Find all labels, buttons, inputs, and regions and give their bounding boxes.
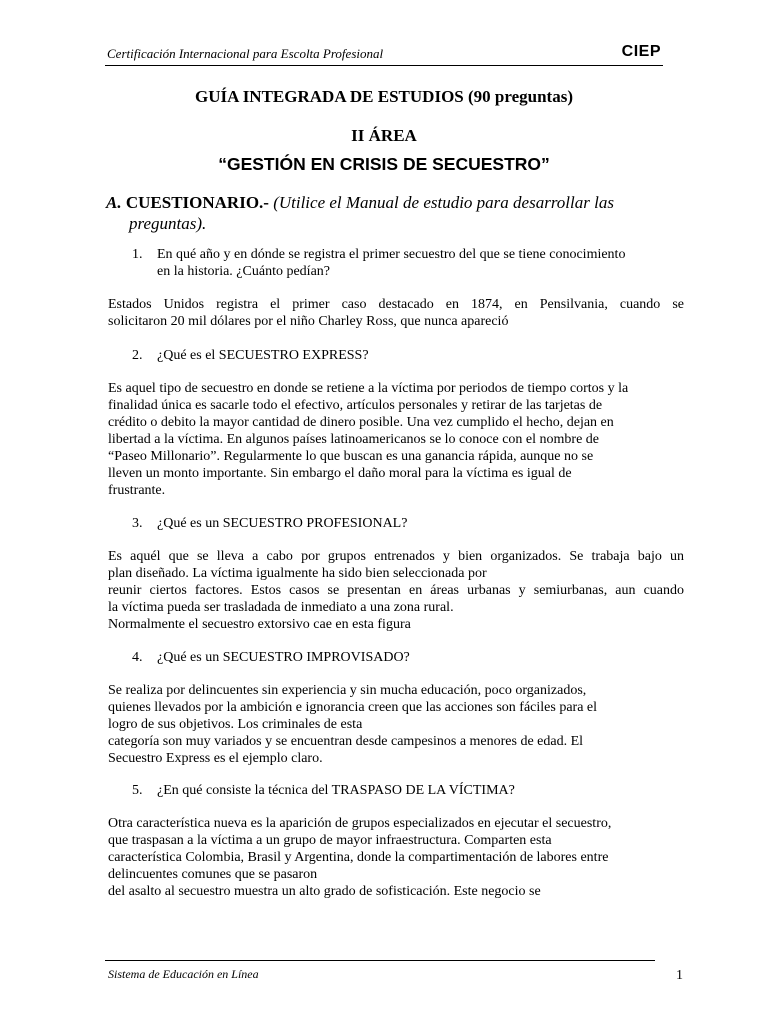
answer-line: logro de sus objetivos. Los criminales de esta: [108, 717, 363, 732]
area-title: II ÁREA: [351, 126, 417, 145]
question-text: ¿Qué es un SECUESTRO IMPROVISADO?: [157, 650, 410, 665]
answer-line: lleven un monto importante. Sin embargo el daño moral para la víctima es igual de: [108, 466, 572, 481]
answer-line: quienes llevados por la ambición e ignorancia creen que las acciones son fáciles para el: [108, 700, 598, 715]
answer-line: frustrante.: [108, 483, 166, 498]
answer-paragraph: [108, 296, 684, 330]
answer-line: Normalmente el secuestro extorsivo cae en esta figura: [108, 617, 411, 632]
answer-line: crédito o debito la mayor cantidad de dinero posible. Una vez cumplido el hecho, dejan en: [108, 415, 614, 430]
section-instruction-cont: preguntas).: [129, 214, 207, 233]
question-number: 5.: [132, 783, 143, 798]
page-number: 1: [676, 968, 683, 983]
question-line: en la historia. ¿Cuánto pedían?: [157, 264, 330, 279]
answer-line: del asalto al secuestro muestra un alto grado de sofisticación. Este negocio se: [108, 884, 541, 899]
question-text: [157, 246, 684, 280]
section-instruction: (Utilice el Manual de estudio para desarrollar las: [273, 193, 614, 212]
answer-line: reunir ciertos factores. Estos casos se presentan en áreas urbanas y semiurbanas, aun cuando: [108, 583, 684, 598]
answer-line: categoría son muy variados y se encuentran desde campesinos a menores de edad. El: [108, 734, 584, 749]
section-letter: A.: [106, 193, 122, 212]
question-line: En qué año y en dónde se registra el primer secuestro del que se tiene conocimiento: [157, 247, 626, 262]
answer-line: Otra característica nueva es la aparición de grupos especializados en ejecutar el secuestro,: [108, 816, 612, 831]
question-number: 2.: [132, 348, 143, 363]
answer-paragraph: [108, 380, 684, 499]
question-number: 1.: [132, 247, 143, 262]
answer-paragraph: [108, 548, 684, 633]
section-name: CUESTIONARIO.-: [125, 193, 269, 212]
header-title: Certificación Internacional para Escolta Profesional: [107, 46, 384, 61]
answer-paragraph: [108, 682, 684, 767]
question-text: ¿Qué es el SECUESTRO EXPRESS?: [157, 348, 369, 363]
header-rule: [105, 65, 663, 66]
footer-rule: [105, 960, 655, 961]
answer-line: “Paseo Millonario”. Regularmente lo que buscan es una ganancia rápida, aunque no se: [108, 449, 594, 464]
footer-title: Sistema de Educación en Línea: [108, 967, 259, 981]
answer-line: libertad a la víctima. En algunos países latinoamericanos se lo conoce con el nombre de: [108, 432, 599, 447]
topic-title: “GESTIÓN EN CRISIS DE SECUESTRO”: [218, 154, 550, 174]
answer-line: finalidad única es sacarle todo el efectivo, artículos personales y retirar de las tarjetas de: [108, 398, 603, 413]
answer-paragraph: [108, 815, 684, 900]
answer-line: la víctima pueda ser trasladada de inmediato a una zona rural.: [108, 600, 454, 615]
document-title: GUÍA INTEGRADA DE ESTUDIOS (90 preguntas): [194, 87, 573, 106]
header-acronym: CIEP: [621, 43, 661, 60]
answer-line: que traspasan a la víctima a un grupo de mayor infraestructura. Comparten esta: [108, 833, 552, 848]
question-number: 4.: [132, 650, 143, 665]
question-text: ¿En qué consiste la técnica del TRASPASO DE LA VÍCTIMA?: [157, 783, 515, 798]
answer-line: solicitaron 20 mil dólares por el niño Charley Ross, que nunca apareció: [108, 314, 509, 329]
question-number: 3.: [132, 516, 143, 531]
section-heading: [106, 192, 684, 213]
answer-line: plan diseñado. La víctima igualmente ha sido bien seleccionada por: [108, 566, 487, 581]
answer-line: característica Colombia, Brasil y Argentina, donde la compartimentación de labores entre: [108, 850, 609, 865]
answer-line: Estados Unidos registra el primer caso destacado en 1874, en Pensilvania, cuando se: [108, 297, 684, 312]
answer-line: Secuestro Express es el ejemplo claro.: [108, 751, 323, 766]
answer-line: Es aquél que se lleva a cabo por grupos entrenados y bien organizados. Se trabaja bajo un: [108, 549, 684, 564]
answer-line: Se realiza por delincuentes sin experiencia y sin mucha educación, poco organizados,: [108, 683, 587, 698]
answer-line: delincuentes comunes que se pasaron: [108, 867, 318, 882]
answer-line: Es aquel tipo de secuestro en donde se retiene a la víctima por periodos de tiempo cortos y la: [108, 381, 629, 396]
question-text: ¿Qué es un SECUESTRO PROFESIONAL?: [157, 516, 408, 531]
